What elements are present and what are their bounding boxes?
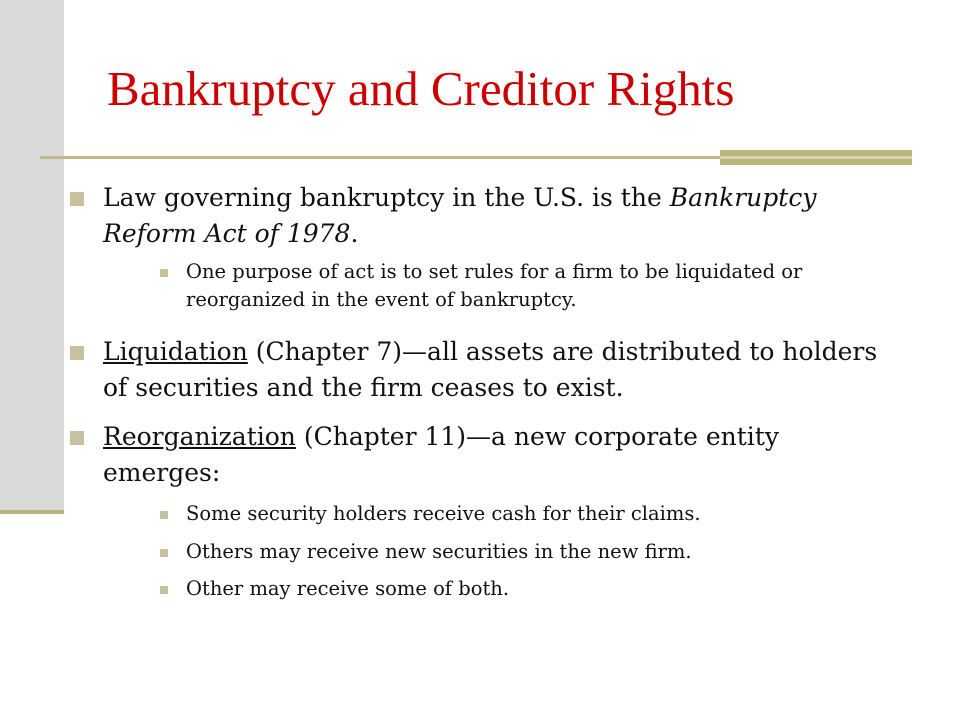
bullet-text <box>103 334 900 406</box>
bullet-text <box>103 419 900 491</box>
bullet-square-icon <box>70 431 84 445</box>
left-decorative-bar <box>0 0 64 512</box>
liquidation-description: (Chapter 7)—all assets are distributed to holders of securities and the firm ceases to exist. <box>103 337 878 402</box>
slide-title: Bankruptcy and Creditor Rights <box>107 61 735 116</box>
bullet-liquidation <box>70 334 900 406</box>
sub-bullet-both <box>160 575 920 603</box>
sub-bullet-text: Some security holders receive cash for their claims. <box>186 502 701 525</box>
bullet-text <box>103 180 900 252</box>
bullet-text-plain: Law governing bankruptcy in the U.S. is the <box>103 183 670 212</box>
term-reorganization: Reorganization <box>103 422 296 451</box>
term-liquidation: Liquidation <box>103 337 248 366</box>
title-divider-accent <box>720 156 912 159</box>
sub-bullet-square-icon <box>160 586 168 594</box>
sub-bullet-new-securities <box>160 538 920 566</box>
title-divider-thin <box>40 156 720 159</box>
bullet-square-icon <box>70 192 84 206</box>
sub-bullet-text: One purpose of act is to set rules for a firm to be liquidated or reorganized in the event of bankruptcy. <box>186 260 803 311</box>
bullet-reorganization <box>70 419 900 491</box>
sub-bullet-square-icon <box>160 269 168 277</box>
bullet-text-period: . <box>350 219 359 248</box>
sub-bullet-act-purpose <box>160 258 920 314</box>
sub-bullet-text: Others may receive new securities in the new firm. <box>186 540 692 563</box>
bullet-bankruptcy-law <box>70 180 900 252</box>
left-bar-underline <box>0 510 64 514</box>
sub-bullet-square-icon <box>160 549 168 557</box>
bullet-square-icon <box>70 346 84 360</box>
sub-bullet-cash <box>160 500 920 528</box>
sub-bullet-text: Other may receive some of both. <box>186 577 510 600</box>
reorganization-description: (Chapter 11)—a new corporate entity emerges: <box>103 422 779 487</box>
act-name: Bankruptcy Reform Act of 1978 <box>103 183 817 248</box>
sub-bullet-square-icon <box>160 511 168 519</box>
